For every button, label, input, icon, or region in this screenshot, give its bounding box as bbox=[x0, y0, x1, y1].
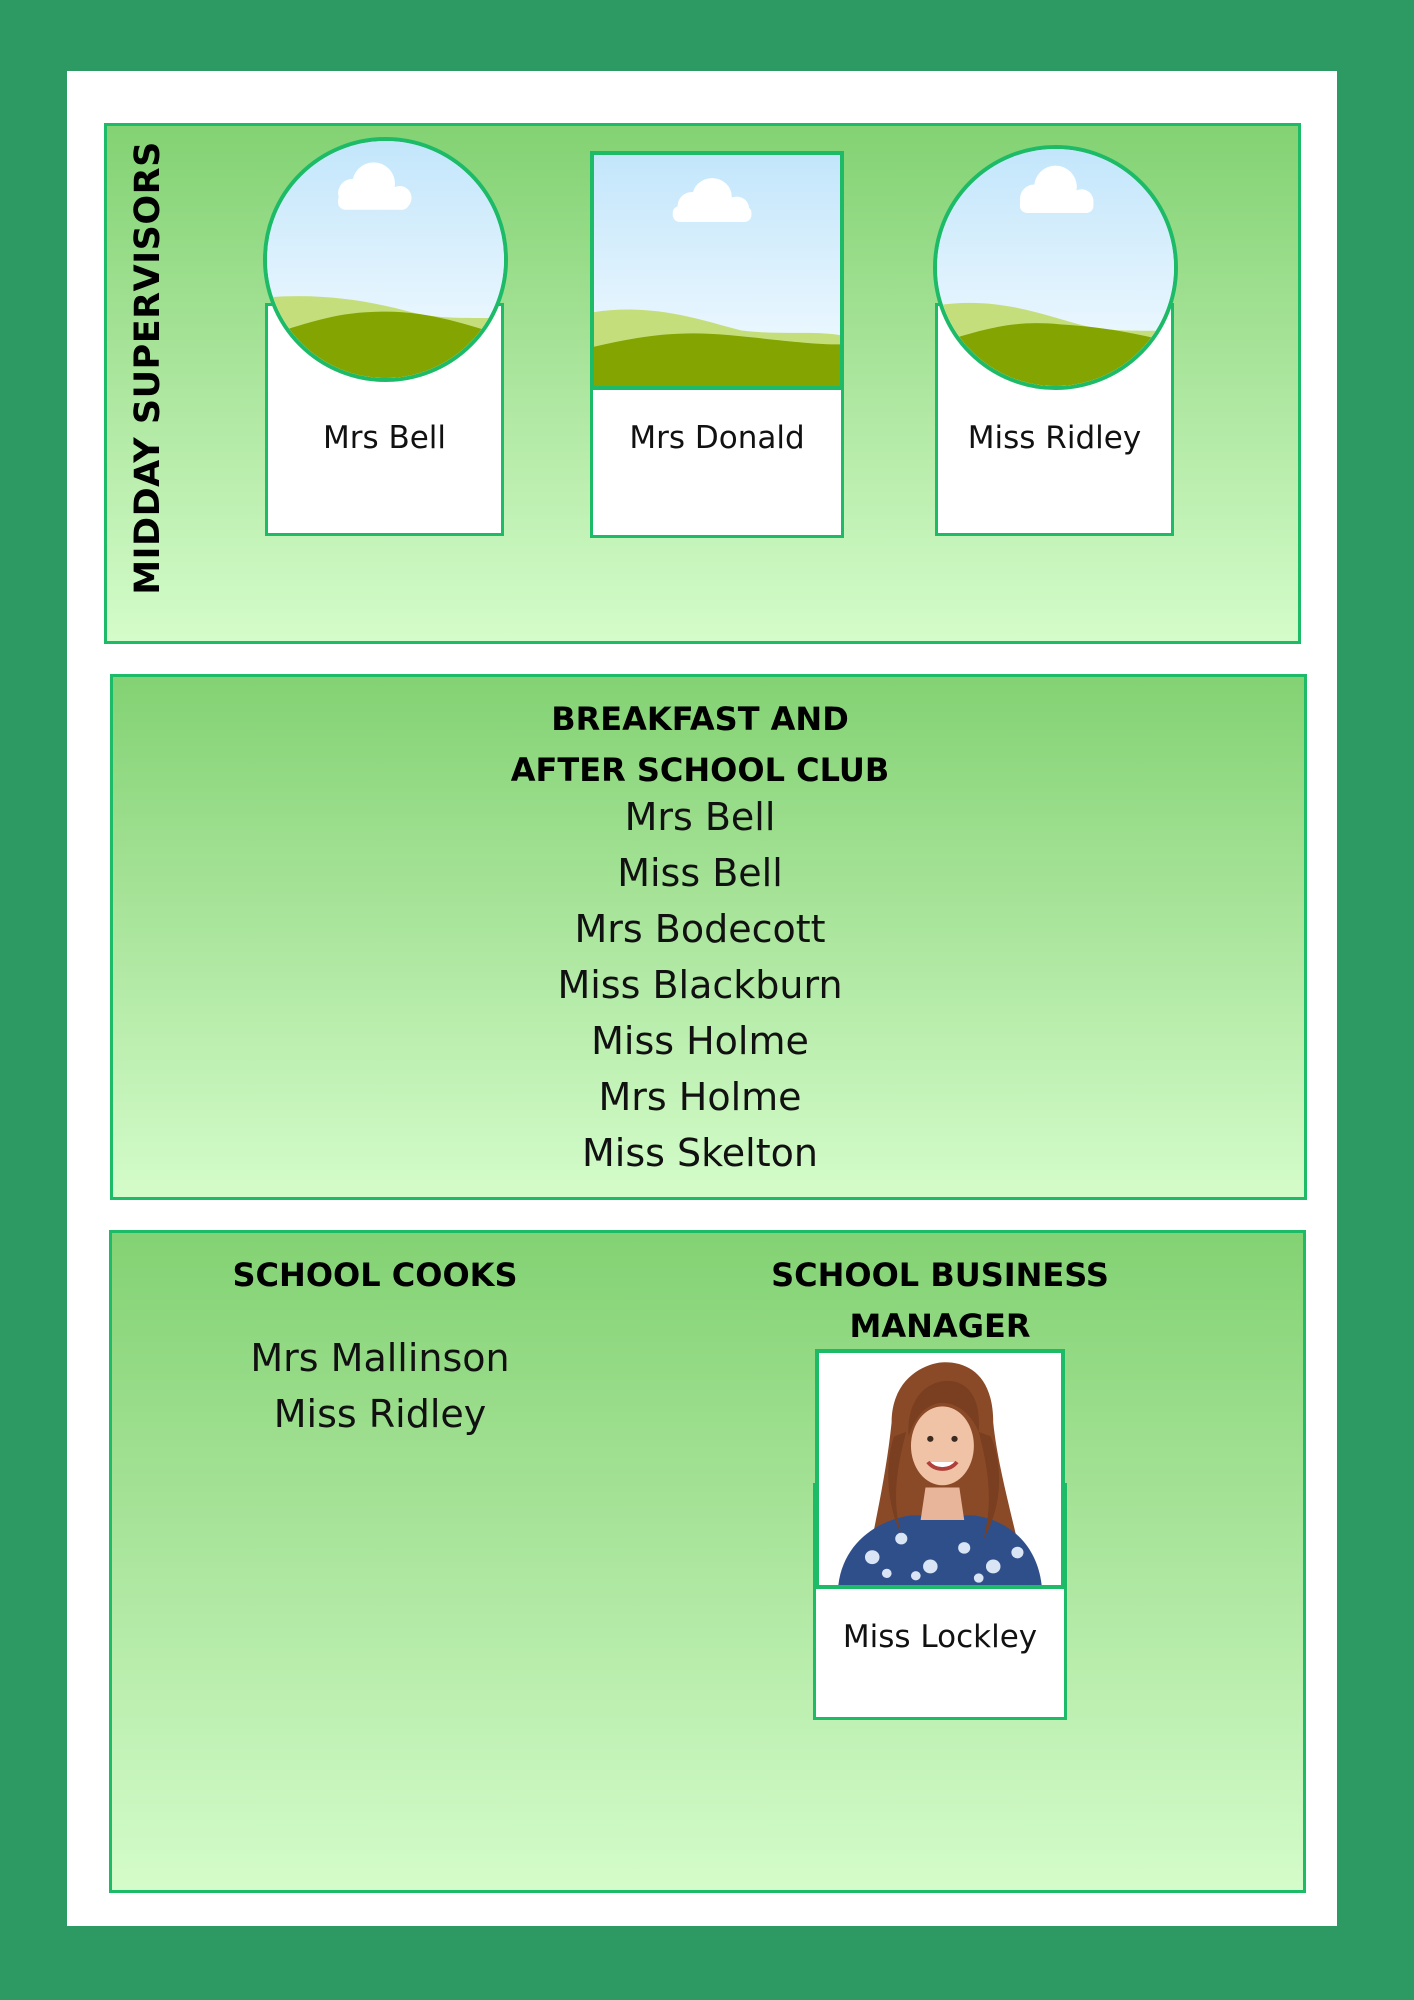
staff-portrait bbox=[815, 1349, 1065, 1589]
list-item: Miss Skelton bbox=[582, 1131, 818, 1175]
list-item: Miss Blackburn bbox=[557, 963, 843, 1007]
business-manager-title: SCHOOL BUSINESS MANAGER bbox=[771, 1256, 1109, 1345]
breakfast-club-title: BREAKFAST AND AFTER SCHOOL CLUB bbox=[510, 700, 890, 789]
breakfast-club-names bbox=[400, 789, 1000, 1181]
list-item: Miss Ridley bbox=[273, 1392, 487, 1436]
midday-supervisors-title: MIDDAY SUPERVISORS bbox=[128, 141, 168, 595]
list-item: Miss Bell bbox=[617, 851, 783, 895]
list-item: Mrs Holme bbox=[598, 1075, 802, 1119]
staff-name: Miss Ridley bbox=[967, 420, 1142, 456]
list-item: Miss Holme bbox=[591, 1019, 809, 1063]
list-item: Mrs Bell bbox=[624, 795, 776, 839]
list-item: Mrs Bodecott bbox=[574, 907, 826, 951]
school-cooks-names bbox=[180, 1330, 580, 1442]
school-cooks-title: SCHOOL COOKS bbox=[232, 1256, 518, 1294]
placeholder-landscape-icon bbox=[263, 137, 508, 382]
list-item: Mrs Mallinson bbox=[250, 1336, 510, 1380]
staff-name: Mrs Donald bbox=[629, 420, 805, 456]
staff-name: Miss Lockley bbox=[842, 1619, 1038, 1655]
placeholder-landscape-icon bbox=[590, 151, 844, 390]
placeholder-landscape-icon bbox=[933, 145, 1178, 390]
staff-name: Mrs Bell bbox=[322, 420, 447, 456]
